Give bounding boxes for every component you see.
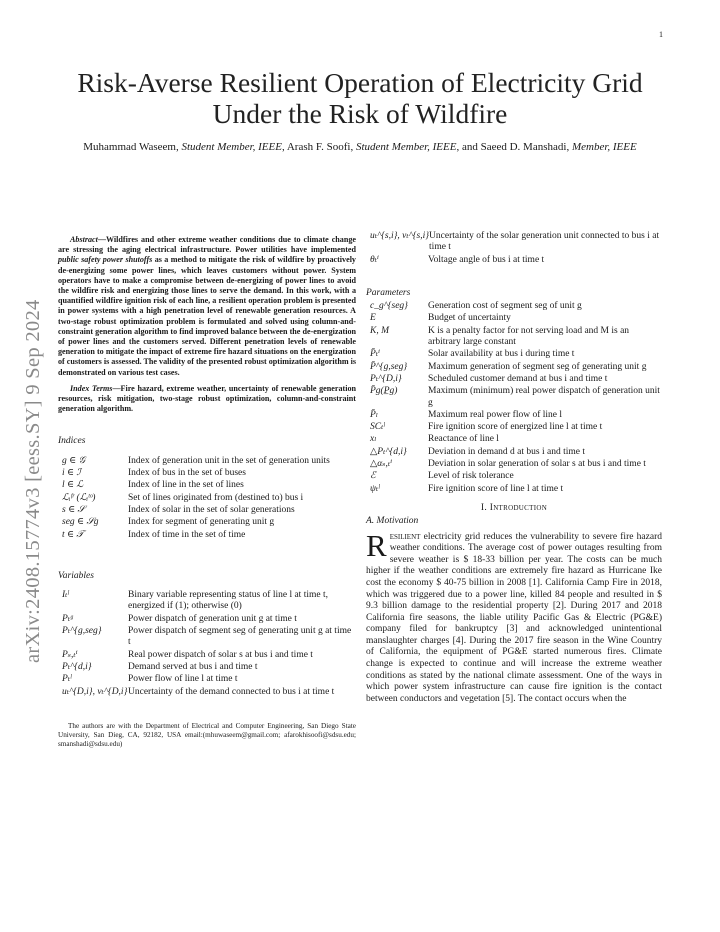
variable-entry bbox=[58, 687, 356, 698]
parameter-entry-symbol: P̄^{g,seg} bbox=[370, 361, 408, 372]
variable-entry-symbol: Pₜ^{g,seg} bbox=[62, 626, 102, 637]
index-entry-description: Index for segment of generating unit g bbox=[128, 517, 275, 528]
variables-label: Variables bbox=[58, 570, 94, 581]
index-entry bbox=[58, 468, 356, 479]
parameter-entry-symbol: P̄g(P̲g) bbox=[370, 386, 398, 397]
parameter-entry bbox=[366, 362, 662, 373]
author-3-role: Member, IEEE bbox=[571, 141, 637, 153]
parameter-entry bbox=[366, 484, 662, 495]
parameter-entry bbox=[366, 459, 662, 470]
right-column bbox=[366, 231, 662, 705]
left-column bbox=[58, 235, 356, 749]
parameter-entry bbox=[366, 447, 662, 458]
parameter-entry-description: Deviation in solar generation of solar s at bus i and time t bbox=[428, 459, 646, 470]
variable-entry-description: Demand served at bus i and time t bbox=[128, 661, 258, 672]
parameter-entry-description: Generation cost of segment seg of unit g bbox=[428, 301, 582, 312]
abstract bbox=[58, 235, 356, 378]
variable-entry bbox=[58, 662, 356, 673]
parameter-entry-symbol: △Pₜ^{d,i} bbox=[370, 446, 407, 457]
index-entry-description: Index of generation unit in the set of generation units bbox=[128, 455, 330, 466]
index-entry-description: Index of time in the set of time bbox=[128, 529, 246, 540]
indices-label: Indices bbox=[58, 436, 86, 447]
parameter-entry-description: Maximum (minimum) real power dispatch of generation unit g bbox=[428, 386, 660, 408]
variables-list-continued bbox=[366, 231, 662, 266]
index-entry-symbol: t ∈ 𝒯 bbox=[62, 529, 84, 540]
variable-entry-symbol: Pₛ,ₜⁱ bbox=[62, 649, 78, 660]
parameter-entry-symbol: SCₜˡ bbox=[370, 422, 385, 433]
index-terms-text: —Fire hazard, extreme weather, uncertainty of renewable generation resources, risk mitigation, two-stage robust optimization, column-and-constraint generation algorithm. bbox=[58, 383, 356, 414]
author-2-role: Student Member, IEEE bbox=[355, 141, 457, 153]
introduction-paragraph bbox=[366, 527, 662, 706]
indices-list bbox=[58, 456, 356, 541]
parameter-entry-symbol: K, M bbox=[370, 325, 389, 336]
index-entry-description: Index of line in the set of lines bbox=[128, 480, 244, 491]
abstract-body: as a method to mitigate the risk of wildfire by proactively de-energizing some power lines, which leaves customers without power. System operators have to make a compromise between de-energizing of power lines to avoid the wildfire risk and energizing those lines to serve the demand. In this work, with a quantified wildfire ignition risk of each line, a resilient operation problem is presented in power systems with a high penetration level of renewable generation resources. A two-stage robust optimization problem is formulated and solved using column-and-constraint generation algorithm to find improved balance between the de-energization of power lines and the customers served. Different penetration levels of renewable generation to mitigate the impact of extreme fire hazard situations on the energization of customers is assessed. The validity of the presented robust optimization algorithm is demonstrated on various test cases. bbox=[58, 255, 356, 377]
parameter-entry-description: Solar availability at bus i during time t bbox=[428, 349, 575, 360]
variable-entry-description: Power flow of line l at time t bbox=[128, 674, 238, 685]
variables-list bbox=[58, 590, 356, 698]
variable-entry-symbol: Iₜˡ bbox=[62, 590, 69, 601]
index-entry bbox=[58, 517, 356, 528]
index-entry bbox=[58, 456, 356, 467]
variable-entry-description: Uncertainty of the demand connected to bus i at time t bbox=[128, 686, 335, 697]
parameter-entry bbox=[366, 434, 662, 445]
parameter-entry bbox=[366, 349, 662, 360]
parameter-entry-symbol: P̄ₗ bbox=[370, 409, 379, 420]
variable-entry-description: Binary variable representing status of line l at time t, energized if (1); otherwise (0) bbox=[128, 590, 328, 612]
variable-entry-description: Power dispatch of segment seg of generating unit g at time t bbox=[128, 626, 352, 648]
variable-entry-symbol: Pₜˡ bbox=[62, 674, 72, 685]
variable-entry-symbol: Pₜᵍ bbox=[62, 613, 73, 624]
variable-entry-description: Power dispatch of generation unit g at time t bbox=[128, 613, 297, 624]
parameter-entry bbox=[366, 386, 662, 409]
parameter-entry-symbol: △αₛ,ₜⁱ bbox=[370, 459, 393, 470]
index-entry-symbol: g ∈ 𝒢 bbox=[62, 455, 86, 466]
author-line bbox=[80, 140, 640, 154]
variable-entry-symbol: uₜ^{D,i}, vₜ^{D,i} bbox=[62, 686, 128, 697]
arxiv-identifier[interactable]: arXiv:2408.15774v3 [eess.SY] 9 Sep 2024 bbox=[22, 299, 44, 663]
variable-entry-description: Voltage angle of bus i at time t bbox=[428, 254, 545, 265]
index-entry bbox=[58, 480, 356, 491]
index-terms bbox=[58, 384, 356, 415]
author-3: , and Saeed D. Manshadi, bbox=[456, 141, 572, 153]
parameter-entry-symbol: ℰ bbox=[370, 471, 376, 482]
parameters-list bbox=[366, 301, 662, 495]
first-word: esilient bbox=[389, 531, 421, 542]
variable-entry-symbol: Pₜ^{d,i} bbox=[62, 661, 92, 672]
variable-entry bbox=[58, 674, 356, 685]
parameter-entry-description: Fire ignition score of line l at time t bbox=[428, 483, 564, 494]
variable-entry bbox=[58, 626, 356, 649]
parameter-entry-description: Maximum real power flow of line l bbox=[428, 409, 563, 420]
index-terms-label: Index Terms bbox=[70, 383, 113, 393]
variable-entry bbox=[58, 650, 356, 661]
index-entry-description: Index of bus in the set of buses bbox=[128, 468, 246, 479]
parameter-entry-symbol: xₗ bbox=[370, 434, 377, 445]
parameter-entry bbox=[366, 471, 662, 482]
variable-entry-symbol: θₜⁱ bbox=[370, 254, 379, 265]
parameters-label: Parameters bbox=[366, 287, 411, 298]
parameter-entry-symbol: Pₜ^{D,i} bbox=[370, 373, 402, 384]
index-entry bbox=[58, 493, 356, 504]
variable-entry bbox=[58, 590, 356, 613]
parameter-entry-symbol: E bbox=[370, 313, 376, 324]
author-1: Muhammad Waseem, bbox=[83, 141, 182, 153]
index-entry bbox=[58, 530, 356, 541]
variable-entry bbox=[58, 614, 356, 625]
paper-title: Risk-Averse Resilient Operation of Electricity Grid Under the Risk of Wildfire bbox=[77, 67, 643, 129]
parameter-entry bbox=[366, 410, 662, 421]
abstract-lead: —Wildfires and other extreme weather conditions due to climate change are stressing the aging electrical infrastructure. Power utilities have implemented bbox=[58, 235, 356, 255]
parameter-entry bbox=[366, 374, 662, 385]
parameter-entry-symbol: P̄ₜⁱ bbox=[370, 349, 381, 360]
parameter-entry-description: Scheduled customer demand at bus i and time t bbox=[428, 373, 608, 384]
index-entry-description: Set of lines originated from (destined to) bus i bbox=[128, 492, 304, 503]
subsection-heading: A. Motivation bbox=[366, 516, 419, 527]
index-entry-symbol: s ∈ 𝒮 bbox=[62, 504, 85, 515]
parameter-entry-description: Level of risk tolerance bbox=[428, 471, 514, 482]
author-affiliation-footnote: The authors are with the Department of Electrical and Computer Engineering, San Diego State University, San Dieg, CA, 92182, USA email:(mhuwaseem@gmail.com; afarokhisoofi@sdsu.edu; smanshadi@sdsu.edu) bbox=[58, 721, 356, 748]
parameter-entry-description: Budget of uncertainty bbox=[428, 313, 511, 324]
index-entry-symbol: l ∈ ℒ bbox=[62, 480, 84, 491]
index-entry-description: Index of solar in the set of solar generations bbox=[128, 504, 295, 515]
author-2: , Arash F. Soofi, bbox=[281, 141, 356, 153]
abstract-label: Abstract bbox=[70, 235, 98, 244]
variable-entry-symbol: uₜ^{s,i}, vₜ^{s,i} bbox=[370, 231, 430, 241]
author-1-role: Student Member, IEEE bbox=[181, 141, 282, 153]
index-entry-symbol: i ∈ ℐ bbox=[62, 468, 81, 479]
variable-entry-description: Uncertainty of the solar generation unit connected to bus i at time t bbox=[429, 231, 660, 253]
section-heading: I. Introduction bbox=[480, 502, 548, 513]
introduction-text: electricity grid reduces the vulnerability to severe fire hazard weather conditions. The average cost of power outages resulting from severe weather is $ 18-33 billion per year. The costs can be much higher if the weather conditions are extremely fire hazard as Hurricane Ike cost the economy $ 40-75 billion in 2008 [1]. California Camp Fire in 2018, which was triggered due to a power line, killed 84 people and resulted in $ 9.3 billion damage to the residential property [2]. During 2017 and 2018 California fire seasons, the liable utility Pacific Gas & Electric (PG&E) company filed for bankruptcy [3] and acknowledged unintentional manslaughter charges [4]. During the 2017 fire season in the Wine Country of California, the equipment of PG&E started numerous fires. Climate change is expected to continue and will increase the extreme weather conditions as stated by the national climate assessment. One of the ways in which power system infrastructure can cause fire ignition is the contact between conductors and vegetation [5]. The contact occurs when the bbox=[366, 531, 662, 704]
parameter-entry-description: Deviation in demand d at bus i and time t bbox=[428, 446, 585, 457]
variable-entry bbox=[366, 231, 662, 254]
parameter-entry-description: Fire ignition score of energized line l at time t bbox=[428, 422, 603, 433]
parameter-entry bbox=[366, 313, 662, 324]
variable-entry-description: Real power dispatch of solar s at bus i and time t bbox=[128, 649, 313, 660]
parameter-entry-description: K is a penalty factor for not serving load and M is an arbitrary large constant bbox=[428, 325, 630, 348]
abstract-emphasis: public safety power shutoffs bbox=[58, 255, 153, 265]
parameter-entry-symbol: c_g^{seg} bbox=[370, 301, 408, 312]
parameter-entry-description: Reactance of line l bbox=[428, 434, 499, 445]
parameter-entry bbox=[366, 422, 662, 433]
variable-entry bbox=[366, 255, 662, 266]
index-entry bbox=[58, 505, 356, 516]
parameter-entry-symbol: ψₜˡ bbox=[370, 483, 380, 494]
index-entry-symbol: seg ∈ 𝒮g bbox=[62, 517, 99, 528]
page-number: 1 bbox=[659, 30, 663, 39]
parameter-entry bbox=[366, 301, 662, 312]
index-entry-symbol: ℒᵢᶠʳ (ℒᵢᵗᵒ) bbox=[62, 492, 96, 503]
drop-cap: R bbox=[366, 527, 387, 563]
parameter-entry bbox=[366, 326, 662, 349]
parameter-entry-description: Maximum generation of segment seg of generating unit g bbox=[428, 361, 647, 372]
